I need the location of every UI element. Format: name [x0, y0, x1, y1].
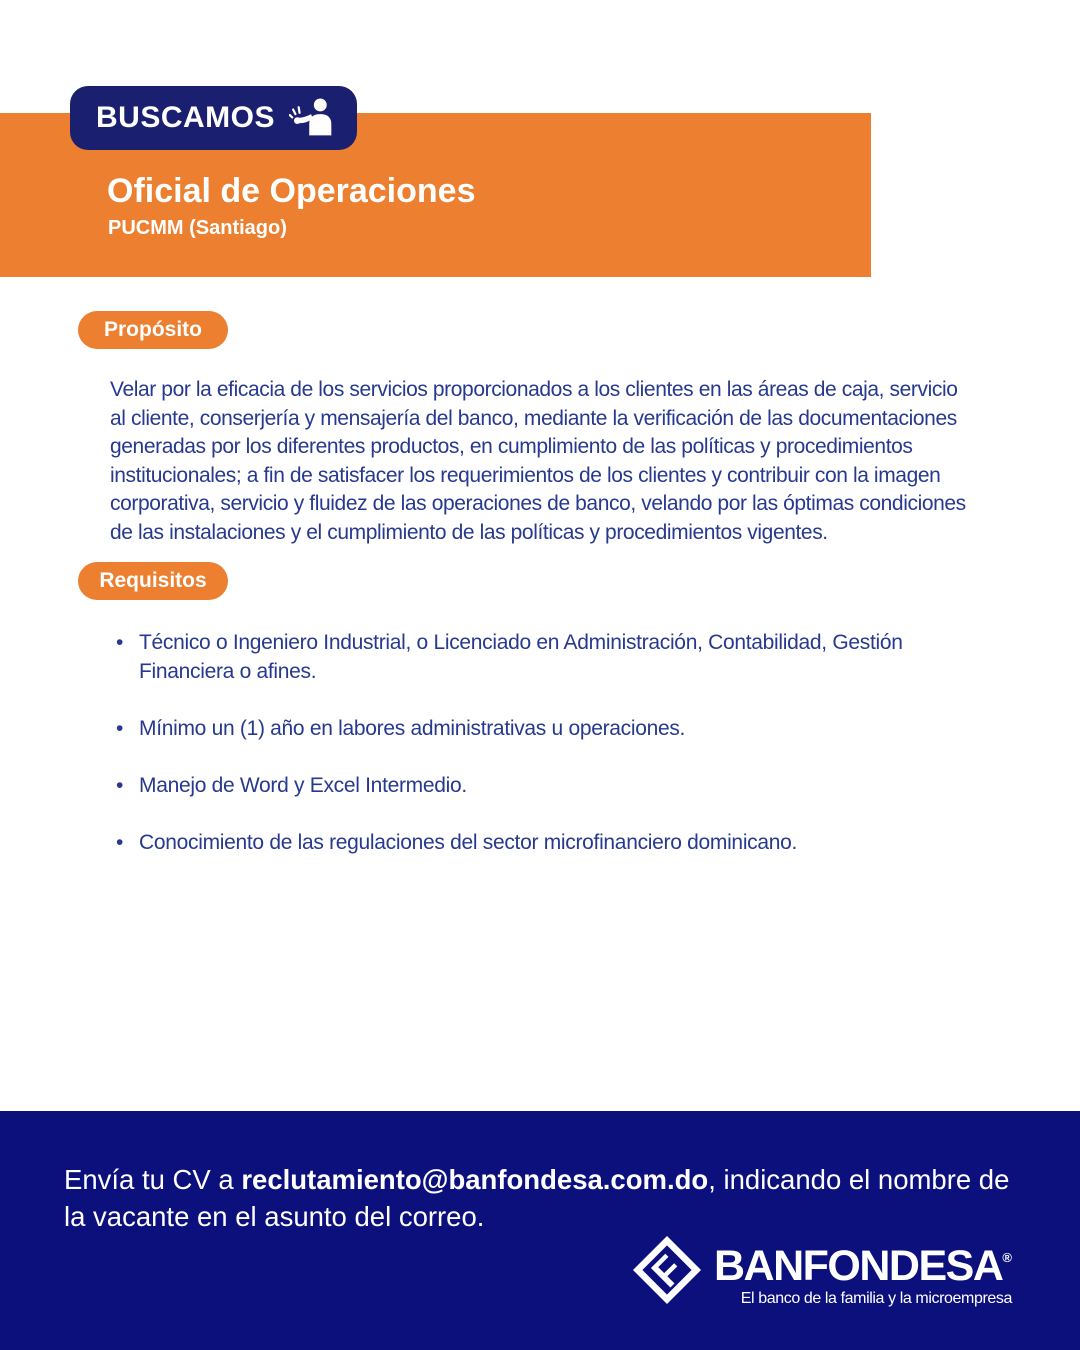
- apply-instructions: [64, 1161, 1014, 1235]
- cta-prefix: Envía tu CV a: [64, 1163, 242, 1195]
- logo-tagline: El banco de la familia y la microempresa: [740, 1290, 1012, 1307]
- purpose-paragraph: Velar por la eficacia de los servicios proporcionados a los clientes en las áreas de caja, servicio al cliente, conserjería y mensajería del banco, mediante la verificación de las documentaciones generadas por los diferentes productos, en cumplimiento de las políticas y procedimientos institucionales; a fin de satisfacer los requerimientos de los clientes y contribuir con la imagen corporativa, servicio y fluidez de las operaciones de banco, velando por las óptimas condiciones de las instalaciones y el cumplimiento de las políticas y procedimientos vigentes.: [110, 378, 966, 544]
- requirements-section-pill: Requisitos: [78, 562, 228, 600]
- svg-text:F: F: [643, 1247, 693, 1296]
- requirements-list: [114, 628, 960, 885]
- job-title: Oficial de Operaciones: [107, 172, 476, 210]
- requirement-text: Conocimiento de las regulaciones del sector microfinanciero dominicano.: [139, 831, 798, 854]
- list-item: [114, 714, 960, 743]
- buscamos-label: BUSCAMOS: [96, 101, 276, 134]
- banfondesa-logo: [630, 1233, 1012, 1312]
- list-item: [114, 828, 960, 857]
- bullet-icon: •: [116, 631, 124, 654]
- announcement-person-icon: [289, 96, 335, 141]
- logo-wordmark: BANFONDESA®: [714, 1242, 1012, 1290]
- list-item: [114, 628, 960, 686]
- purpose-section-pill: Propósito: [78, 311, 228, 349]
- bullet-icon: •: [116, 774, 124, 797]
- bullet-icon: •: [116, 717, 124, 740]
- requirement-text: Manejo de Word y Excel Intermedio.: [139, 774, 467, 797]
- footer: [0, 1111, 1080, 1350]
- bullet-icon: •: [116, 831, 124, 854]
- buscamos-badge: [70, 86, 357, 150]
- list-item: [114, 771, 960, 800]
- banfondesa-diamond-icon: [630, 1233, 704, 1312]
- requirement-text: Técnico o Ingeniero Industrial, o Licenciado en Administración, Contabilidad, Gestión Financiera o afines.: [139, 631, 903, 683]
- requirement-text: Mínimo un (1) año en labores administrativas u operaciones.: [139, 717, 686, 740]
- cta-suffix: , indicando el nombre de la vacante en el asunto del correo.: [64, 1163, 1010, 1232]
- registered-mark: ®: [1002, 1250, 1012, 1265]
- logo-text-block: [714, 1233, 1012, 1308]
- job-location: PUCMM (Santiago): [108, 217, 287, 240]
- recruitment-email-link[interactable]: reclutamiento@banfondesa.com.do: [241, 1163, 709, 1195]
